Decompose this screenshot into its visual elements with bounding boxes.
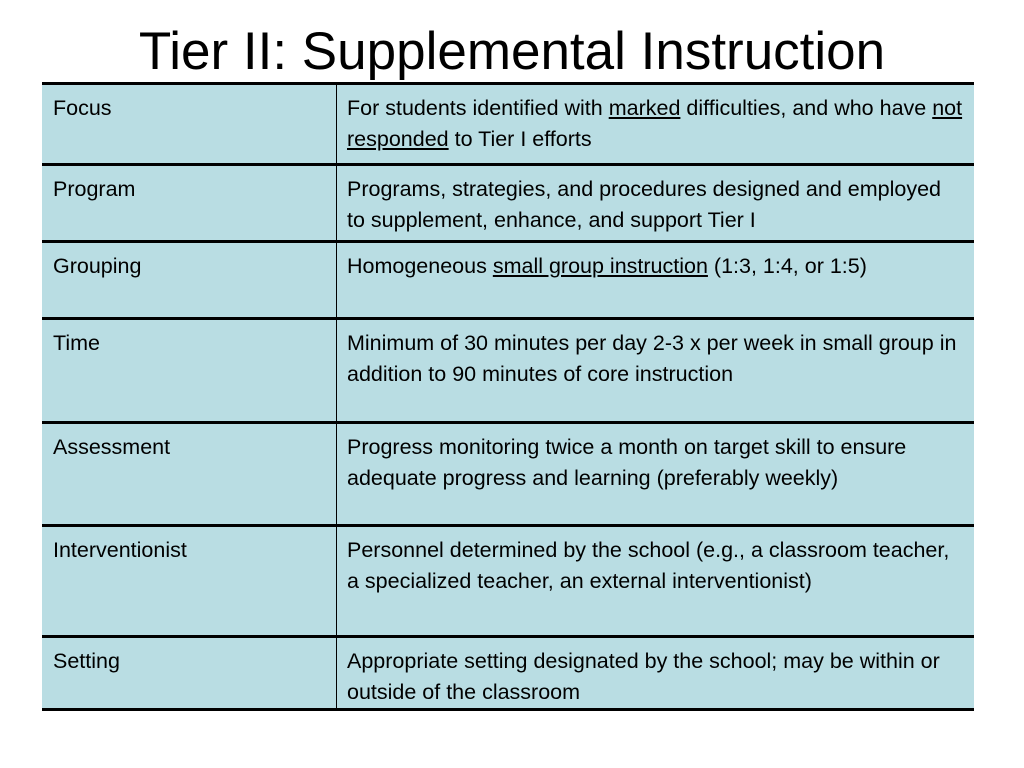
- row-label-assessment: Assessment: [42, 424, 337, 524]
- slide-title: Tier II: Supplemental Instruction: [138, 22, 886, 81]
- table-row: [42, 240, 974, 317]
- table-row: [42, 421, 974, 524]
- row-label-setting: Setting: [42, 638, 337, 708]
- underlined-emphasis: marked: [608, 96, 681, 120]
- row-description-time: Minimum of 30 minutes per day 2-3 x per week in small group in addition to 90 minutes of core instruction: [347, 331, 957, 386]
- row-description-interventionist: Personnel determined by the school (e.g., a classroom teacher, a specialized teacher, an external interventionist): [347, 538, 950, 593]
- description-text: difficulties, and who have: [680, 96, 933, 120]
- row-description-setting: Appropriate setting designated by the school; may be within or outside of the classroom: [347, 649, 940, 704]
- tier-table: [42, 82, 974, 711]
- row-description-focus: [337, 85, 974, 163]
- row-description-program: Programs, strategies, and procedures designed and employed to supplement, enhance, and support Tier I: [347, 177, 941, 232]
- description-text: (1:3, 1:4, or 1:5): [707, 254, 867, 278]
- table-row: [42, 163, 974, 240]
- table-row: [42, 635, 974, 708]
- description-text: to Tier I efforts: [448, 127, 592, 151]
- row-label-grouping: Grouping: [42, 243, 337, 317]
- row-label-focus: Focus: [42, 85, 337, 163]
- row-label-time: Time: [42, 320, 337, 421]
- table-row: [42, 524, 974, 635]
- row-description-assessment: Progress monitoring twice a month on target skill to ensure adequate progress and learning (preferably weekly): [347, 435, 907, 490]
- table-row: [42, 317, 974, 421]
- description-text: For students identified with: [347, 96, 609, 120]
- row-label-interventionist: Interventionist: [42, 527, 337, 635]
- description-text: Homogeneous: [347, 254, 493, 278]
- row-description-grouping: [337, 243, 974, 317]
- table-row: [42, 85, 974, 163]
- underlined-emphasis: small group instruction: [492, 254, 708, 278]
- row-label-program: Program: [42, 166, 337, 240]
- underlined-emphasis: not responded: [347, 96, 963, 151]
